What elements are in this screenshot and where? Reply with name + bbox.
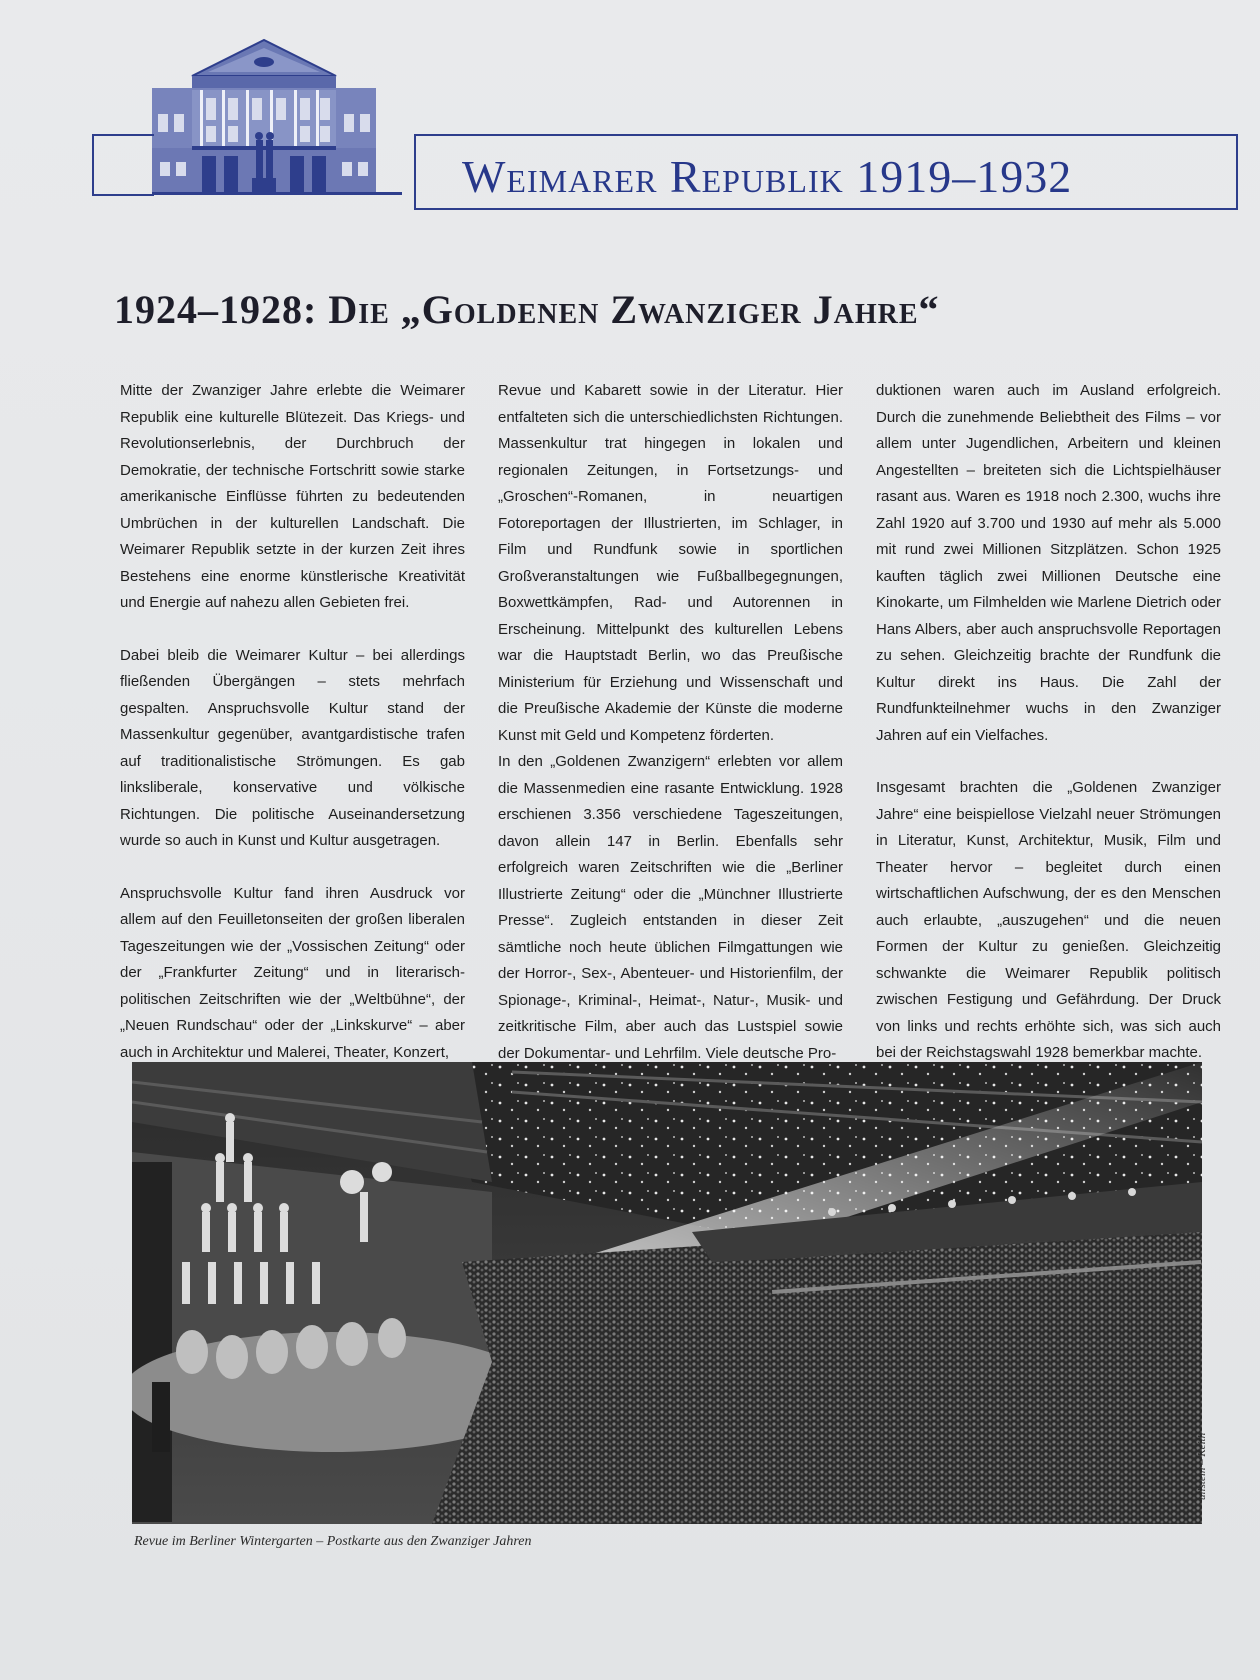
paragraph: In den „Goldenen Zwanzigern“ erlebten vor allem die Massenmedien eine rasante Entwicklung. 1928 erschienen 3.356 verschiedene Tageszeitungen, davon allein 147 in Berlin. Ebenfalls sehr erfolgreich waren Zeitschriften wie die „Berliner Illustrierte Zeitung“ oder die „Münchner Illustrierte Presse“. Zugleich entstanden in dieser Zeit sämtliche noch heute üblichen Filmgattungen wie der Horror-, Sex-, Abenteuer- und Historienfilm, der Spionage-, Kriminal-, Heimat-, Natur-, Musik- und zeitkritische Film, aber auch das Lustspiel sowie der Dokumentar- und Lehrfilm. Viele deutsche Pro- [498,753,843,1062]
paragraph: duktionen waren auch im Ausland erfolgreich. Durch die zunehmende Beliebtheit des Films – vor allem unter Jugendlichen, Arbeitern und kleinen Angestellten – breiteten sich die Lichtspielhäuser rasant aus. Waren es 1918 noch 2.300, wuchs ihre Zahl 1920 auf 3.700 und 1930 auf mehr als 5.000 mit rund zwei Millionen Sitzplätzen. Schon 1925 kauften täglich zwei Millionen Deutsche eine Kinokarte, um Filmhelden wie Marlene Dietrich oder Hans Albers, aber auch anspruchsvolle Reportagen zu sehen. Gleichzeitig brachte der Rundfunk die Kultur direkt ins Haus. Die Zahl der Rundfunkteilnehmer wuchs in den Zwanziger Jahren auf ein Vielfaches. [876,382,1221,744]
paragraph: Insgesamt brachten die „Goldenen Zwanziger Jahre“ eine beispiellose Vielzahl neuer Strömungen in Literatur, Kunst, Architektur, Musik, Film und Theater hervor – begleitet durch einen wirtschaftlichen Aufschwung, der es den Menschen auch erlaubte, „auszugehen“ und die neuen Formen der Kultur zu genießen. Gleichzeitig schwankte die Weimarer Republik politisch zwischen Festigung und Gefährdung. Der Druck von links und rechts erhöhte sich, was sich auch bei der Reichstagswahl 1928 bemerkbar machte. [876,779,1221,1061]
header-frame-left [92,134,154,196]
wintergarten-photo [132,1062,1202,1524]
paragraph: Dabei bleib die Weimarer Kultur – bei allerdings fließenden Übergängen – stets mehrfach gespalten. Anspruchsvolle Kultur stand der Massenkultur gegenüber, avantgardistische trafen auf traditionalistische Strömungen. Es gab linksliberale, konservative und völkische Richtungen. Die politische Auseinandersetzung wurde so auch in Kunst und Kultur ausgetragen. [120,646,465,849]
text-column-1 [120,378,465,1066]
page-title: Weimarer Republik 1919–1932 [462,151,1073,202]
photo-credit: ullstein – Keith [1196,1432,1208,1500]
text-column-3 [876,378,1221,1067]
theatre-interior-image [132,1062,1202,1524]
paragraph: Revue und Kabarett sowie in der Literatur. Hier entfalteten sich die unterschiedlichsten Richtungen. Massenkultur trat hingegen in lokalen und regionalen Zeitungen, in Fortsetzungs- und „Groschen“-Romanen, in neuartigen Fotoreportagen der Illustrierten, im Schlager, in Film und Rundfunk sowie in sportlichen Großveranstaltungen wie Fußballbegegnungen, Boxwettkämpfen, Rad- und Autorennen in Erscheinung. Mittelpunkt des kulturellen Lebens war die Hauptstadt Berlin, wo das Preußische Ministerium für Erziehung und Wissenschaft und die Preußische Akademie der Künste die moderne Kunst mit Geld und Kompetenz förderten. [498,382,843,744]
theater-building-illustration [152,38,402,200]
paragraph: Mitte der Zwanziger Jahre erlebte die Weimarer Republik eine kulturelle Blütezeit. Das Kriegs- und Revolutionserlebnis, der Durchbruch der Demokratie, der technische Fortschritt sowie starke amerikanische Einflüsse führten zu bedeutenden Umbrüchen in der kulturellen Landschaft. Die Weimarer Republik setzte in der kurzen Zeit ihres Bestehens eine enorme künstlerische Kreativität und Energie auf nahezu allen Gebieten frei. [120,382,465,611]
text-column-2 [498,378,843,1067]
section-heading: 1924–1928: Die „Goldenen Zwanziger Jahre“ [114,287,940,332]
photo-caption: Revue im Berliner Wintergarten – Postkarte aus den Zwanziger Jahren [134,1534,532,1549]
paragraph: Anspruchsvolle Kultur fand ihren Ausdruck vor allem auf den Feuilletonseiten der großen liberalen Tageszeitungen wie der „Vossischen Zeitung“ oder der „Frankfurter Zeitung“ und in literarisch-politischen Zeitschriften wie der „Weltbühne“, der „Neuen Rundschau“ oder der „Linkskurve“ – aber auch in Architektur und Malerei, Theater, Konzert, [120,884,465,1061]
